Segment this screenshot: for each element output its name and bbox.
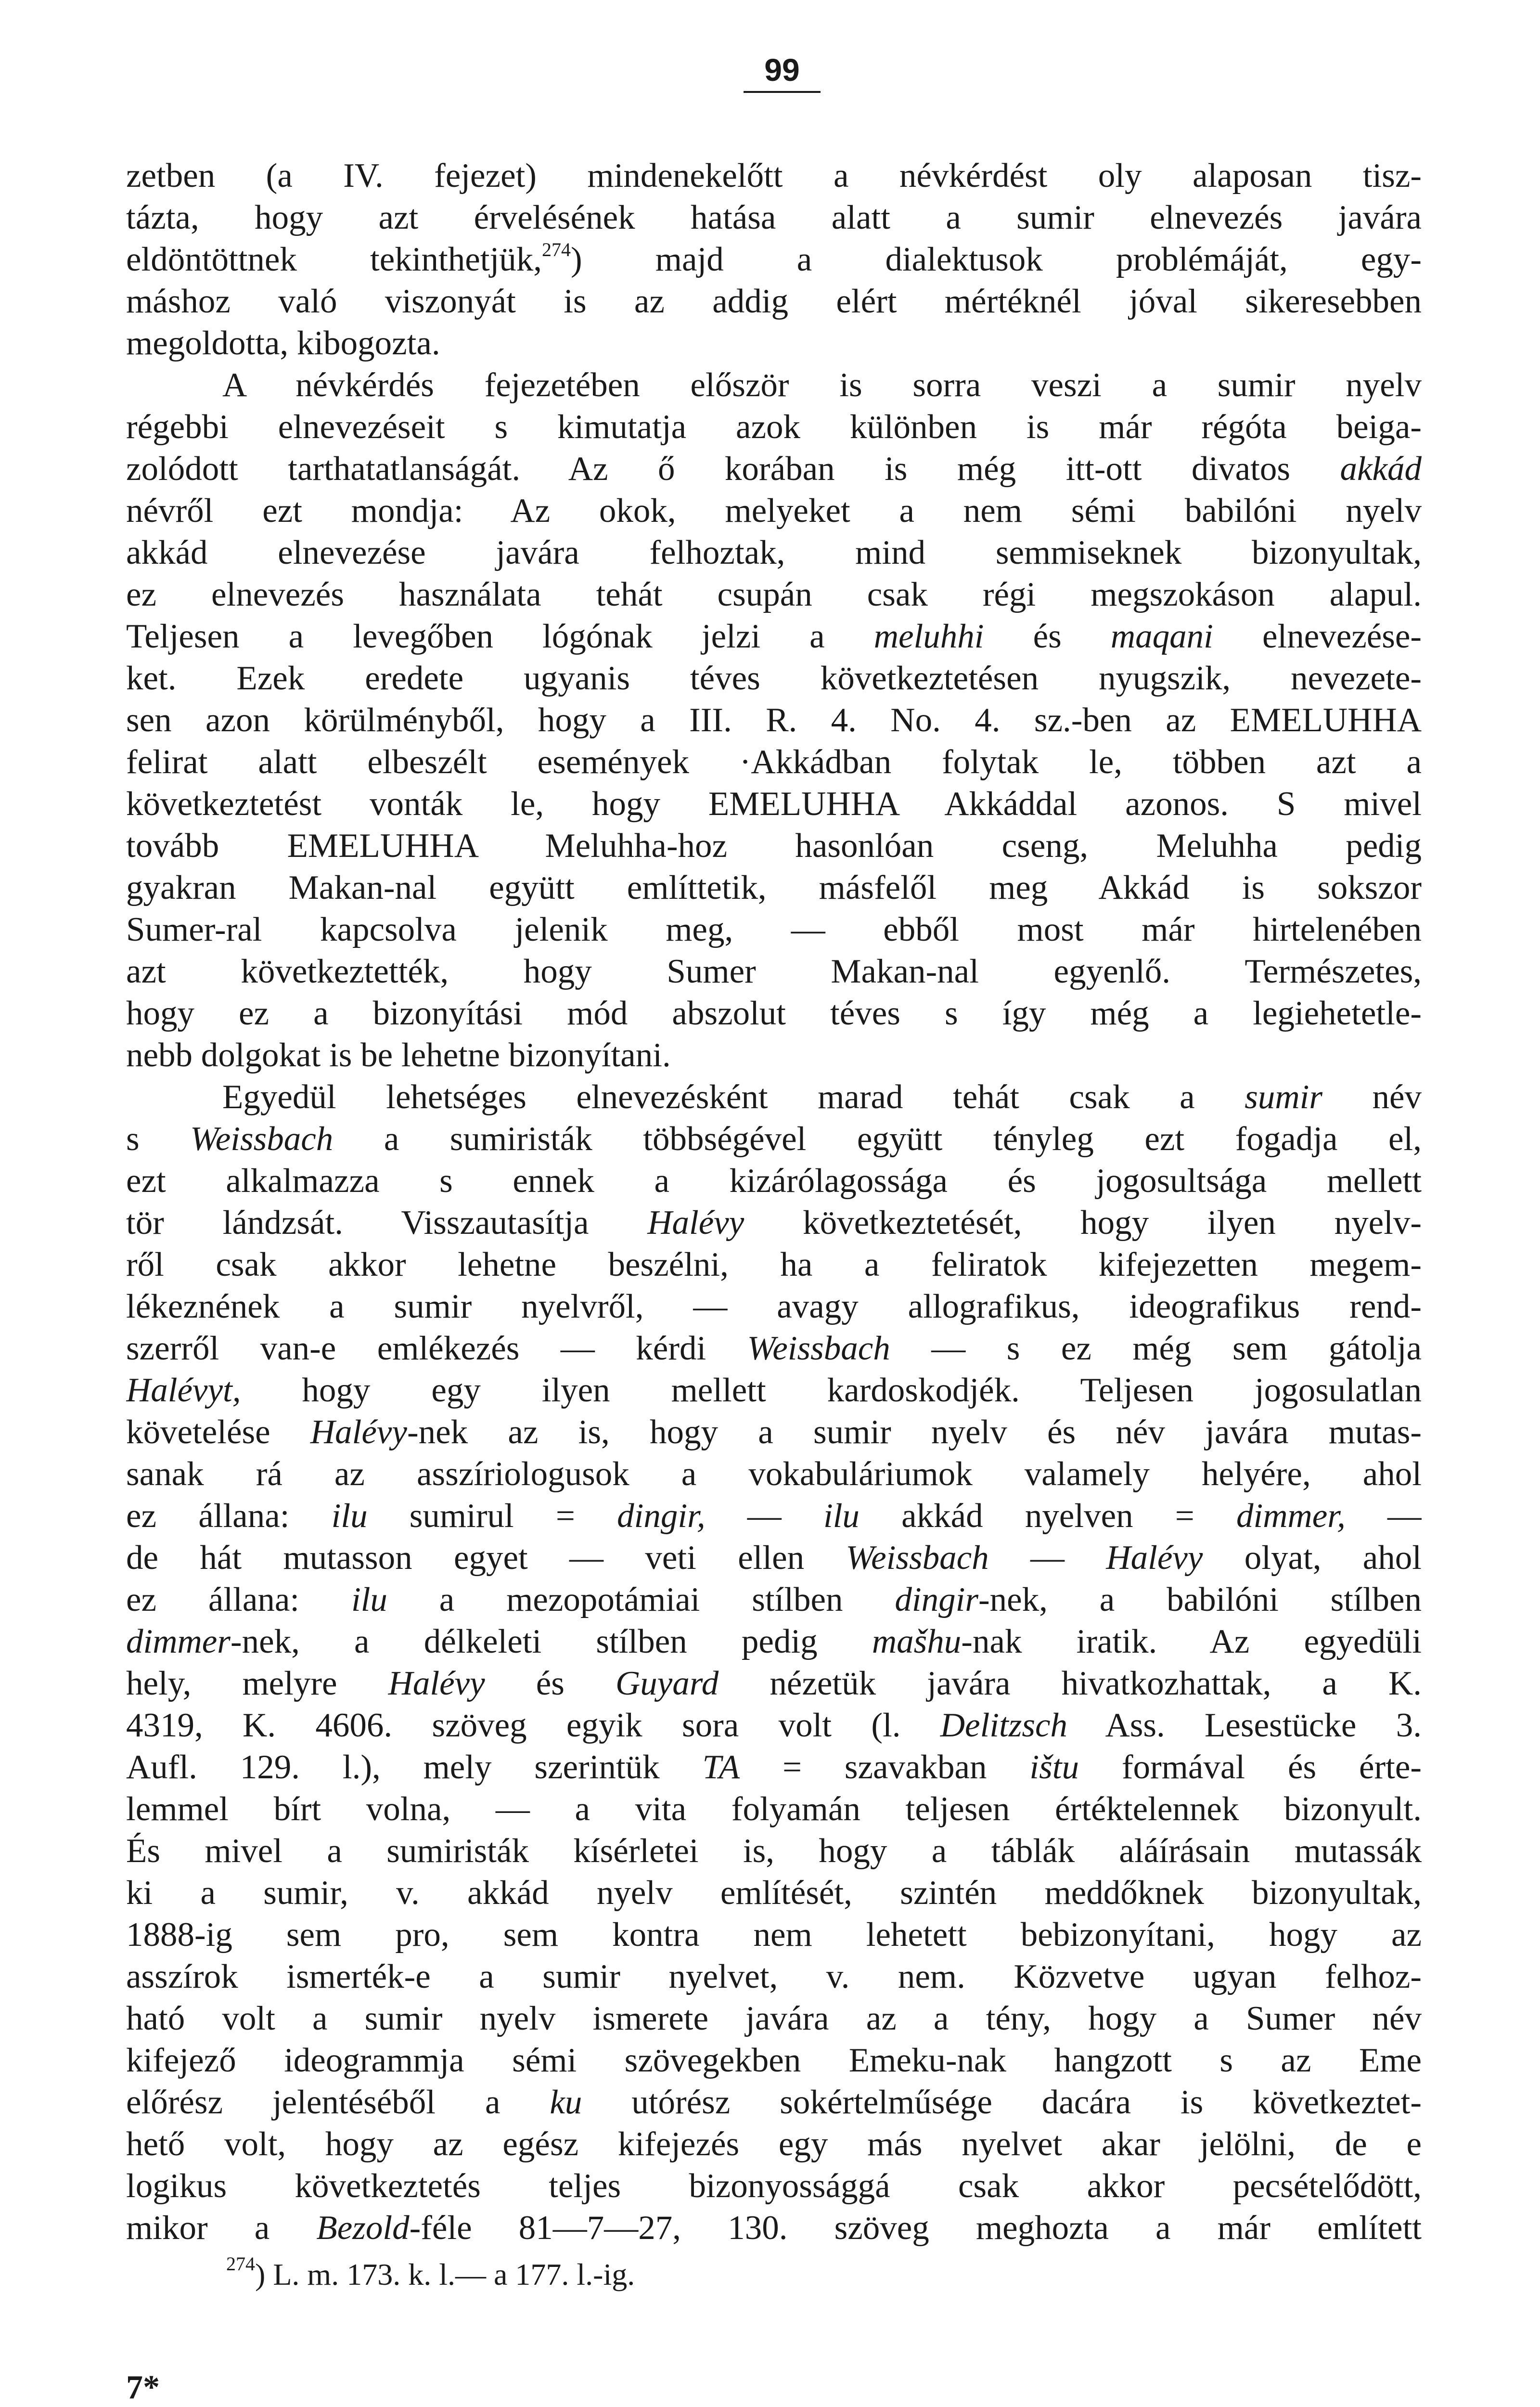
text-line: zetben (a IV. fejezet) mindenekelőtt a névkérdést oly alaposan tisz- (126, 157, 1422, 194)
text-line: azt következtették, hogy Sumer Makan-nal egyenlő. Természetes, (126, 953, 1422, 990)
text-line: ről csak akkor lehetne beszélni, ha a feliratok kifejezetten megem- (126, 1246, 1422, 1283)
printer-signature-mark: 7* (126, 2369, 160, 2406)
text-line: dimmer-nek, a délkeleti stílben pedig mašhu-nak iratik. Az egyedüli (126, 1623, 1422, 1660)
text-line: gyakran Makan-nal együtt említtetik, másfelől meg Akkád is sokszor (126, 869, 1422, 906)
text-line: felirat alatt elbeszélt események ·Akkádban folytak le, többen azt a (126, 743, 1422, 781)
text-line: régebbi elnevezéseit s kimutatja azok különben is már régóta beiga- (126, 408, 1422, 446)
text-line: 1888-ig sem pro, sem kontra nem lehetett bebizonyítani, hogy az (126, 1916, 1422, 1954)
text-line: nebb dolgokat is be lehetne bizonyítani. (126, 1036, 671, 1074)
text-line: kifejező ideogrammja sémi szövegekben Emeku-nak hangzott s az Eme (126, 2042, 1422, 2079)
paragraph-start: A névkérdés fejezetében először is sorra veszi a sumir nyelv (222, 366, 1422, 404)
text-line: 4319, K. 4606. szöveg egyik sora volt (l. Delitzsch Ass. Lesestücke 3. (126, 1707, 1422, 1744)
footnote (226, 2255, 900, 2294)
text-line: eldöntöttnek tekinthetjük,$^{274}$) majd a dialektusok problémáját, egy- (126, 239, 1422, 278)
text-line: hető volt, hogy az egész kifejezés egy más nyelvet akar jelölni, de e (126, 2125, 1422, 2163)
text-line: ez állana: ilu a mezopotámiai stílben dingir-nek, a babilóni stílben (126, 1581, 1422, 1618)
text-line: ki a sumir, v. akkád nyelv említését, szintén meddőknek bizonyultak, (126, 1874, 1422, 1912)
text-line: lékeznének a sumir nyelvről, — avagy allografikus, ideografikus rend- (126, 1288, 1422, 1325)
text-line: s Weissbach a sumiristák többségével együtt tényleg ezt fogadja el, (126, 1120, 1422, 1158)
text-line: lemmel bírt volna, — a vita folyamán teljesen értéktelennek bizonyult. (126, 1790, 1422, 1828)
text-line: És mivel a sumiristák kísérletei is, hogy a táblák aláírásain mutassák (126, 1832, 1422, 1870)
text-line: de hát mutasson egyet — veti ellen Weissbach — Halévy olyat, ahol (126, 1539, 1422, 1577)
page-number: 99 (744, 51, 821, 93)
text-line: tázta, hogy azt érvelésének hatása alatt a sumir elnevezés javára (126, 199, 1422, 236)
text-line: előrész jelentéséből a ku utórész sokértelműsége dacára is következtet- (126, 2083, 1422, 2121)
text-line: logikus következtetés teljes bizonyossággá csak akkor pecsételődött, (126, 2167, 1422, 2205)
text-line: következtetést vonták le, hogy EMELUHHA Akkáddal azonos. S mivel (126, 785, 1422, 823)
text-line: mikor a Bezold-féle 81—7—27, 130. szöveg meghozta a már említett (126, 2209, 1422, 2247)
footnote-reference: 274 (541, 239, 571, 260)
text-line: Teljesen a levegőben lógónak jelzi a meluhhi és maqani elnevezése- (126, 618, 1422, 655)
text-line: máshoz való viszonyát is az addig elért mértéknél jóval sikeresebben (126, 283, 1422, 320)
text-line: Sumer-ral kapcsolva jelenik meg, — ebből most már hirtelenében (126, 911, 1422, 948)
text-line: sanak rá az asszíriologusok a vokabuláriumok valamely helyére, ahol (126, 1455, 1422, 1493)
body-text (126, 155, 1422, 2249)
text-line: Halévyt, hogy egy ilyen mellett kardoskodjék. Teljesen jogosulatlan (126, 1372, 1422, 1409)
text-line: szerről van-e emlékezés — kérdi Weissbach — s ez még sem gátolja (126, 1330, 1422, 1367)
paragraph-start: Egyedül lehetséges elnevezésként marad tehát csak a sumir név (222, 1078, 1422, 1116)
footnote-text: ) L. m. 173. k. l.— a 177. l.-ig. (255, 2257, 635, 2291)
text-line: ható volt a sumir nyelv ismerete javára az a tény, hogy a Sumer név (126, 2000, 1422, 2037)
text-line: ez állana: ilu sumirul = dingir, — ilu akkád nyelven = dimmer, — (126, 1497, 1422, 1535)
text-line: Aufl. 129. l.), mely szerintük TA = szavakban ištu formával és érte- (126, 1748, 1422, 1786)
text-line: ezt alkalmazza s ennek a kizárólagossága és jogosultsága mellett (126, 1162, 1422, 1200)
text-line: névről ezt mondja: Az okok, melyeket a nem sémi babilóni nyelv (126, 492, 1422, 530)
text-line: hogy ez a bizonyítási mód abszolut téves s így még a legiehetetle- (126, 995, 1422, 1032)
text-line: hely, melyre Halévy és Guyard nézetük javára hivatkozhattak, a K. (126, 1665, 1422, 1702)
text-line: tör lándzsát. Visszautasítja Halévy következtetését, hogy ilyen nyelv- (126, 1204, 1422, 1242)
text-line: ez elnevezés használata tehát csupán csak régi megszokáson alapul. (126, 576, 1422, 613)
text-line: asszírok ismerték-e a sumir nyelvet, v. nem. Közvetve ugyan felhoz- (126, 1958, 1422, 1995)
text-line: zolódott tarthatatlanságát. Az ő korában is még itt-ott divatos akkád (126, 450, 1422, 488)
text-line: tovább EMELUHHA Meluhha-hoz hasonlóan cseng, Meluhha pedig (126, 827, 1422, 865)
text-line: megoldotta, kibogozta. (126, 324, 440, 362)
footnote-number: 274 (226, 2253, 255, 2275)
text-line: ket. Ezek eredete ugyanis téves következtetésen nyugszik, nevezete- (126, 660, 1422, 697)
text-line: követelése Halévy-nek az is, hogy a sumir nyelv és név javára mutas- (126, 1413, 1422, 1451)
text-line: akkád elnevezése javára felhoztak, mind semmiseknek bizonyultak, (126, 534, 1422, 571)
text-line: sen azon körülményből, hogy a III. R. 4. No. 4. sz.-ben az EMELUHHA (126, 701, 1422, 739)
